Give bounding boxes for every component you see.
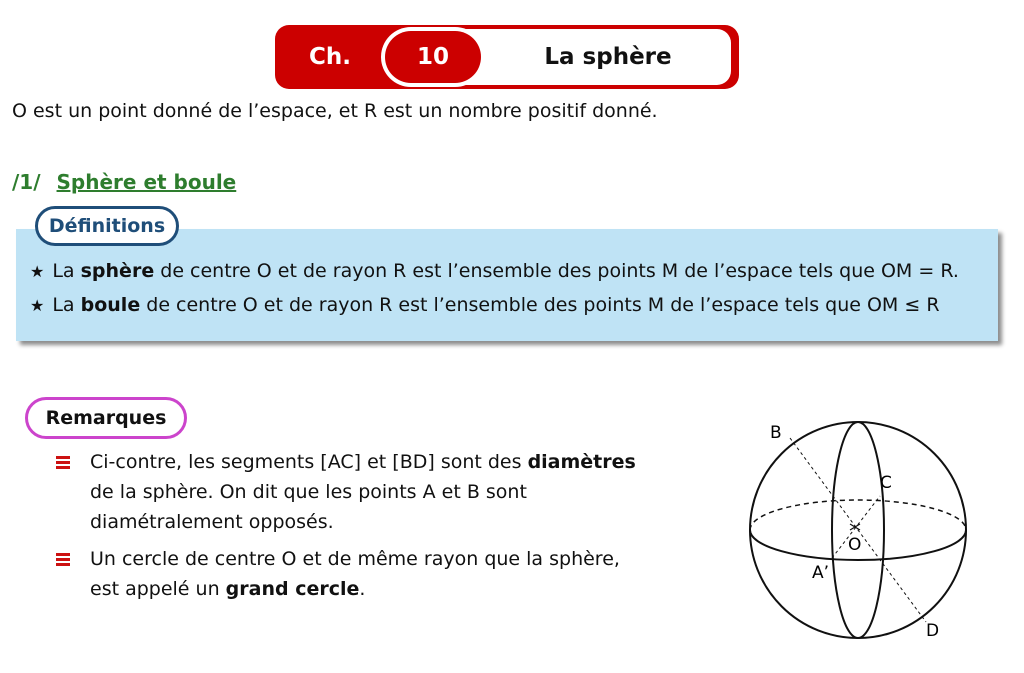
meridian-back xyxy=(858,422,884,638)
definition-term: sphère xyxy=(80,260,155,282)
section-number: /1/ xyxy=(12,170,41,194)
remarks-label: Remarques xyxy=(25,397,187,439)
remark-term: diamètres xyxy=(527,451,636,473)
definition-text: La xyxy=(52,294,81,316)
chapter-number: 10 xyxy=(385,31,481,83)
remark-text: Ci-contre, les segments [AC] et [BD] sont des xyxy=(90,451,528,473)
star-icon: ★ xyxy=(30,296,45,315)
remark-1-line-2: de la sphère. On dit que les points A et B sont xyxy=(90,481,527,503)
label-b: B xyxy=(770,423,782,443)
label-o: O xyxy=(848,535,862,555)
bullet-icon xyxy=(56,456,70,470)
meridian-front xyxy=(832,422,858,638)
label-a: A’ xyxy=(812,563,830,583)
star-icon: ★ xyxy=(30,262,45,281)
remark-1-line-1 xyxy=(90,451,636,473)
section-heading xyxy=(12,170,236,194)
remark-2-line-2 xyxy=(90,578,365,600)
remark-1-line-3: diamétralement opposés. xyxy=(90,511,334,533)
definition-text: de centre O et de rayon R est l’ensemble des points M de l’espace tels que OM ≤ R xyxy=(140,294,940,316)
definition-text: La xyxy=(52,260,81,282)
bullet-icon xyxy=(56,553,70,567)
chapter-number-badge xyxy=(381,27,485,87)
definition-term: boule xyxy=(80,294,141,316)
definitions-box xyxy=(16,229,998,341)
definition-text: de centre O et de rayon R est l’ensemble des points M de l’espace tels que OM = R. xyxy=(154,260,959,282)
chapter-header xyxy=(275,25,739,89)
definition-sphere xyxy=(30,260,959,282)
label-c: C xyxy=(880,473,892,493)
remark-2-line-1: Un cercle de centre O et de même rayon que la sphère, xyxy=(90,548,620,570)
remark-text: est appelé un xyxy=(90,578,226,600)
remark-term: grand cercle xyxy=(225,578,360,600)
intro-text: O est un point donné de l’espace, et R est un nombre positif donné. xyxy=(12,100,658,122)
definition-ball xyxy=(30,294,940,316)
remark-text: . xyxy=(359,578,366,600)
sphere-figure xyxy=(740,410,980,660)
diameter-bd xyxy=(790,438,926,622)
chapter-title: La sphère xyxy=(544,44,672,70)
definitions-label: Définitions xyxy=(35,206,179,246)
label-d: D xyxy=(926,621,940,641)
chapter-label: Ch. xyxy=(309,44,351,70)
section-title: Sphère et boule xyxy=(56,170,237,194)
